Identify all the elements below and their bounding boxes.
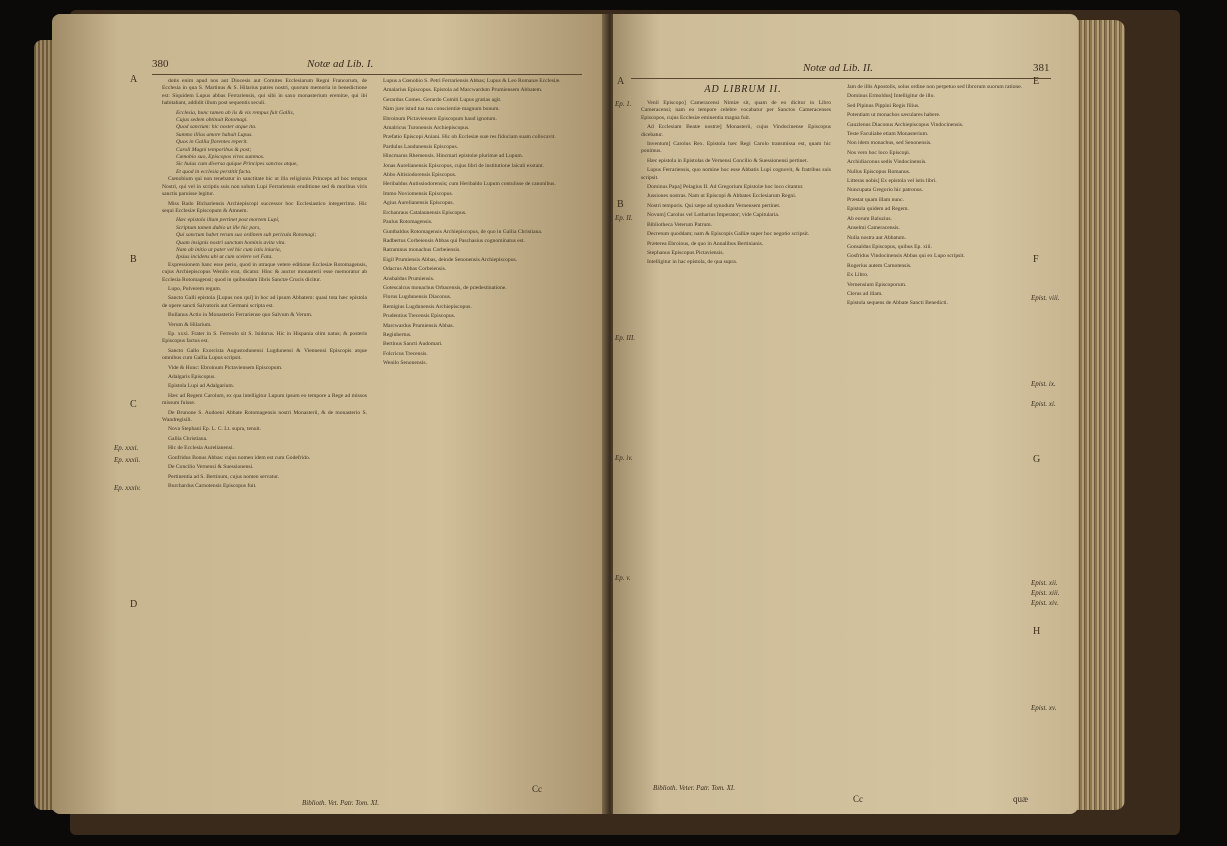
paragraph: Nos vero hoc loco Episcopi. [847, 149, 911, 156]
paragraph: Inventum] Carolus Rex. Epistola hæc Regi Carolo transmissa est, quam hic ponimus. [641, 141, 831, 155]
verse-line: Summo illius amore habuit Lupus. [176, 131, 253, 138]
paragraph: Nullus Episcopus Romanus. [847, 168, 911, 175]
right-running-head: Notæ ad Lib. II. [803, 62, 873, 74]
margin-letter-d: D [130, 599, 138, 610]
paragraph: Decretum quoddam; nam & Episcopis Galliæ super hoc negotio scripsit. [647, 231, 810, 238]
paragraph: Pardulus Laudunensis Episcopus. [383, 143, 459, 150]
paragraph: Gosfridus Vindocinensis Abbas qui ex Lupo scripsit. [847, 253, 965, 260]
paragraph: Pertinentia ad S. Bertinum, cujus nomen servatur. [168, 473, 280, 480]
paragraph: Bertinus Sancti Audomari. [383, 341, 443, 348]
paragraph: Præterea Ebroinus, de quo in Annalibus Bertinianis. [647, 240, 764, 247]
paragraph: Gerardus Comes. Gerardo Comiti Lupus gratias agit. [383, 96, 502, 103]
margin-letter-f: F [1033, 254, 1039, 265]
paragraph: Abbo Altisiodorensis Episcopus. [383, 172, 457, 179]
margin-note: Epist. ix. [1031, 380, 1056, 388]
margin-note: Ep. II. [615, 214, 633, 222]
paragraph: Ab eorum Baluzius. [847, 215, 892, 222]
paragraph: Sed Pipinus Pippini Regis filius. [847, 102, 920, 109]
book-heading: AD LIBRUM II. [704, 84, 782, 95]
right-signature-mark: Cc [853, 794, 863, 804]
verse-line: Quos in Gallia florentes reperit. [176, 139, 248, 146]
paragraph: Expressionem hanc esse perio, quod in utraque vetere editione Ecclesiæ Rotomagensis, cujus Archiepiscopus Wenilo erat, dicatur. Hinc & auctor monasterii esse memoratur ab Ecclesia Rotomagensi; quod in quibusdam libris Sanctæ Crucis dicitur. [162, 261, 367, 283]
paragraph: Stephanus Episcopus Pictaviensis. [647, 249, 724, 256]
paragraph: Venil Episcopo] Cameracensi Nimiæ sit, quam de eo dicitur in Libro Cameracensi; nam eo tempore celebre vocabatur per Sanctos Cameracenses Episcopos, cujus Ecclesiæ eminentia magna fuit. [641, 100, 831, 121]
paragraph: Burchardus Carnotensis Episcopus fuit. [168, 482, 257, 489]
margin-note: Ep. v. [615, 574, 631, 582]
verse-line: Scriptum tamen dubio ut ille hic pars, [176, 224, 261, 231]
paragraph: Vernensium Episcoporum. [847, 281, 907, 288]
margin-letter-e: E [1033, 76, 1040, 87]
paragraph: Præfatio Episcopi Aniani. Hic ob Ecclesiæ suæ res fiduciam suam collocavit. [383, 134, 556, 141]
paragraph: Lupus Ferrariensis, quo nomine hoc esse Abbatis Lupi cognovit, & fratribus suis scripsit. [641, 167, 831, 181]
paragraph: Amalarius Episcopus. Epistola ad Marcwardum Prumiensem Abbatem. [383, 87, 543, 94]
verse-line: Nam ab initio ut pater vel hic cum istis iniuria, [176, 246, 282, 253]
verse-line: Caroli Magni temporibus & post; [176, 146, 252, 153]
paragraph: Nam jure istud tua tua conscientiæ magnum bonum. [383, 106, 500, 113]
right-column-2 [841, 84, 1026, 774]
paragraph: Præstat quam illam nunc. [847, 196, 904, 203]
paragraph: Folcricus Trecensis. [383, 350, 428, 357]
paragraph: Wenilo Senonensis. [383, 360, 427, 367]
paragraph: Sancto Galli epistola [Lupus non qui] in hoc ad ipsum Abbatem: quasi tota hæc epistola de opere sancti Salvatoris aut Germani scripta est. [162, 295, 367, 309]
paragraph: Litteras nobis] Ex epistola vel istis libri. [847, 178, 937, 185]
paragraph: Anselmi Cameracensis. [847, 225, 900, 232]
paragraph: Guntbaldus Rotomagensis Archiepiscopus, de quo in Gallia Christiana. [383, 228, 543, 235]
paragraph: Gauzlenus Diaconus Archiepiscopus Vindocinensis. [847, 121, 964, 128]
left-folio: 380 [152, 58, 169, 70]
margin-letter-h: H [1033, 626, 1041, 637]
verse-line: Sic huius cum diversa quique Principes sanctos atque, [176, 161, 298, 168]
right-column-1 [641, 100, 831, 780]
paragraph: Dominus Ermoldus] Intelligitur de illo. [847, 93, 935, 100]
verse-line: Cujus sedem obtinuit Rotomagi. [176, 117, 248, 124]
right-footer: Biblioth. Veter. Patr. Tom. XI. [653, 784, 735, 792]
paragraph: Reginbertus. [383, 331, 412, 338]
catchword: quæ [1013, 794, 1029, 804]
paragraph: Verum & Hilarium. [168, 321, 212, 328]
margin-note: Ep. xxxi. [114, 444, 139, 452]
paragraph: Bullanus Actio in Monasterio Ferrariense quo Salvum & Verum. [168, 312, 313, 319]
right-page-edges [1075, 20, 1125, 810]
margin-note: Epist. viii. [1031, 294, 1060, 302]
paragraph: Intelligitur in hac epistola, de qua supra. [647, 259, 738, 266]
paragraph: Sancto Gallo Exorcista Augustodunensi Lugdunensi & Viennensi Episcopis atque omnibus cum Gallia Lupus scripsit. [162, 347, 367, 362]
paragraph: Epistola quidem ad Regem. [847, 206, 909, 213]
verse-line: Ipsius incidens ubi ut cum scelere vel Fata. [176, 254, 273, 261]
verse-line: Ecclesia, hunc tamen ab iis & vix rempus fuit Gallis, [176, 109, 295, 116]
paragraph: Agius Aurelianensis Episcopus. [383, 200, 455, 207]
paragraph: Erchanraus Catalaunensis Episcopus. [383, 209, 467, 216]
paragraph: Nostri temporis. Qui sæpe ad synodum Vernensem pertinet. [647, 202, 781, 209]
margin-note: Ep. iv. [615, 454, 633, 462]
paragraph: Hæc epistola in Epistolas de Vernensi Concilio & Suessionensi pertinet. [647, 157, 808, 164]
paragraph: Bibliotheca Veterum Patrum. [647, 221, 712, 228]
verse-line: Qui sanctum habet rerum suo ordinem sub pericula Rotomagi; [176, 232, 317, 239]
margin-note: Epist. xiv. [1031, 599, 1059, 607]
margin-letter-g: G [1033, 454, 1041, 465]
margin-note: Ep. 1. [615, 100, 632, 108]
margin-note: Epist. xiii. [1031, 589, 1060, 597]
paragraph: Immo Noviomensis Episcopus. [383, 190, 454, 197]
paragraph: Remigius Lugdunensis Archiepiscopus. [383, 303, 472, 310]
margin-note: Ep. xxxiv. [114, 484, 141, 492]
left-head-rule [152, 74, 582, 75]
margin-note: Ep. xxxii. [114, 456, 141, 464]
paragraph: Rogerius autem Carnotensis. [847, 262, 912, 269]
margin-letter-a: A [617, 76, 625, 87]
paragraph: Ebroinum Pictaviensem Episcopum haud ignotum. [383, 115, 497, 122]
paragraph: Potentiam ut monachos sæculares habere. [847, 112, 941, 119]
paragraph: De Concilio Vernensi & Suessionensi. [168, 464, 254, 471]
paragraph: Hincmarus Rhemensis. Hincmari epistolæ plurimæ ad Lupum. [383, 153, 524, 160]
left-column-2 [377, 78, 582, 768]
paragraph: Gonfridus Bonus Abbas: cujus nomen idem est cum Godefrido. [168, 454, 311, 461]
paragraph: dotis enim apud nos aut Diocesis aut Comites Ecclesiarum Regni Francorum, de Ecclesia in qua S. Martinus & S. Hilarius patres nostri, quorum memoria in benedictione est: Siquidem Lupus abbas Ferrariensis, qui sibi in saxo monasterium eremitæ, qui ibi habitabant, addidit illum post sequentis seculi. [162, 78, 367, 107]
paragraph: Odacrus Abbas Corbeiensis. [383, 266, 447, 273]
paragraph: Ep. xxxi. Frater in S. Ferreolo sit S. Isidorus. Hic in Hispania olim natus; & posteris Episcopus factus est. [162, 331, 367, 345]
right-head-rule [631, 78, 1051, 79]
paragraph: Nulla nostra aut Abbatum. [847, 234, 907, 241]
left-page [52, 14, 607, 814]
paragraph: Dominus Papa] Pelagius II. Ad Gregorium Epistolæ hoc loco citantur. [647, 184, 804, 191]
margin-letter-b: B [617, 199, 624, 210]
paragraph: Ad Ecclesiam Beatæ nostræ] Monasterii, cujus Vindocinense Episcopus dicebatur. [641, 124, 831, 138]
paragraph: Jam de illis Apostolis, solus ordine non perpetuo sed librorum suorum ratione. [847, 84, 1023, 90]
paragraph: Jussiones nostras. Nam ut Episcopi & Abbates Ecclesiarum Regni. [647, 193, 797, 200]
paragraph: Eigil Prumiensis Abbas, deinde Senonensis Archiepiscopus. [383, 256, 518, 263]
paragraph: Florus Lugdunensis Diaconus. [383, 294, 452, 301]
verse-line: Quod sanctum: hic noster atque ita. [176, 124, 257, 131]
paragraph: Epistola Lupi ad Adalgarium. [168, 383, 235, 390]
paragraph: Vide & Hunc: Ebroinum Pictaviensem Episcopum. [168, 364, 283, 371]
verse-line: Quam insignis nostri sanctum hominis avita vita. [176, 239, 286, 246]
left-footer: Biblioth. Vet. Patr. Tom. XI. [302, 799, 379, 807]
paragraph: Archidiaconus sedis Vindocinensis. [847, 159, 927, 166]
paragraph: Ansbaldus Prumiensis. [383, 275, 435, 282]
left-column-1 [162, 78, 367, 768]
margin-note: Epist. xii. [1031, 579, 1058, 587]
verse-line: Cœnobio suo, Episcopos viros summos. [176, 154, 265, 161]
paragraph: Lupo, Pulverem regum. [168, 285, 222, 292]
margin-note: Epist. xv. [1031, 704, 1057, 712]
margin-letter-a: A [130, 74, 138, 85]
paragraph: De Brunone S. Audoeni Abbate Rotomagensis nostri Monasterii, & de monasterio S. Wandregisili. [162, 409, 367, 424]
paragraph: Heribaldus Autissiodorensis; cum Heribaldo Lupum contulisse de canonibus. [383, 181, 556, 188]
paragraph: Gotescalcus monachus Orbacensis, de prædestinatione. [383, 284, 507, 291]
paragraph: Nova Stephani Ep. L. C. Lt. supra, tenuit. [168, 426, 262, 433]
paragraph: Jonas Aurelianensis Episcopus, cujus libri de institutione laicali exstant. [383, 162, 544, 169]
paragraph: Clerus ad illam. [847, 290, 883, 297]
paragraph: Paulus Rotomagensis. [383, 219, 433, 226]
paragraph: Novum] Carolus vel Lotharius Imperator; vide Capitularia. [647, 212, 780, 219]
paragraph: Gonsaldus Episcopus, quibus Ep. xiii. [847, 243, 932, 250]
margin-letter-b: B [130, 254, 137, 265]
paragraph: Ex Libro. [847, 272, 869, 279]
paragraph: Teste Faculiabe etiam Monasterium. [847, 131, 929, 138]
paragraph: Miss Bado Bichariensis Archiepiscopi successor hoc Ecclesiastico integerrimo. Hic sequi Ecclesiæ Episcopum & Amnem. [162, 200, 367, 214]
paragraph: Marcwardus Prumiensis Abbas. [383, 322, 455, 329]
paragraph: Radbertus Corbeiensis Abbas qui Paschasius cognominatus est. [383, 237, 525, 244]
paragraph: Lupus a Cœnobio S. Petri Ferrariensis Abbas; Lupus & Leo Romanæ Ecclesiæ. [383, 78, 561, 84]
paragraph: Amalricus Turonensis Archiepiscopus. [383, 125, 470, 132]
margin-note: Ep. III. [615, 334, 636, 342]
paragraph: Hæc ad Regem Carolum, ex qua intelligitur Lupum ipsum eo tempore a Rege ad missos missum fuisse. [162, 392, 367, 407]
margin-letter-c: C [130, 399, 137, 410]
right-page [613, 14, 1078, 814]
verse-line: Et quod in ecclesia perstitit facta. [176, 168, 252, 175]
paragraph: Nuncupata Gregorio hic patronus. [847, 187, 924, 194]
paragraph: Prudentius Trecensis Episcopus. [383, 313, 456, 320]
left-running-head: Notæ ad Lib. I. [307, 58, 374, 70]
verse-line: Hæc epistola illum pertinet post mortem Lupi, [176, 217, 280, 224]
paragraph: Gallia Christiana. [168, 435, 208, 442]
left-signature-mark: Cc [532, 784, 542, 794]
right-folio: 381 [1033, 62, 1050, 74]
paragraph: Cœnobium qui non tenebatur in sanctitate hic ut illa religionis Princeps ad hoc tempus Nostri, qui vel in scriptis suis non solum Lupi Ferrariensis eruditione sed & moribus viris sanctis paruisse legitur. [162, 176, 367, 198]
paragraph: Hic de Ecclesia Aurelianensi. [168, 445, 234, 452]
paragraph: Non idem monachus, sed Senonensis. [847, 140, 932, 147]
margin-note: Epist. xi. [1031, 400, 1056, 408]
paragraph: Ratramnus monachus Corbeiensis. [383, 247, 461, 254]
paragraph: Epistola sequens de Abbate Sancti Benedicti. [847, 300, 948, 307]
paragraph: Adalgaris Episcopus. [168, 374, 216, 381]
